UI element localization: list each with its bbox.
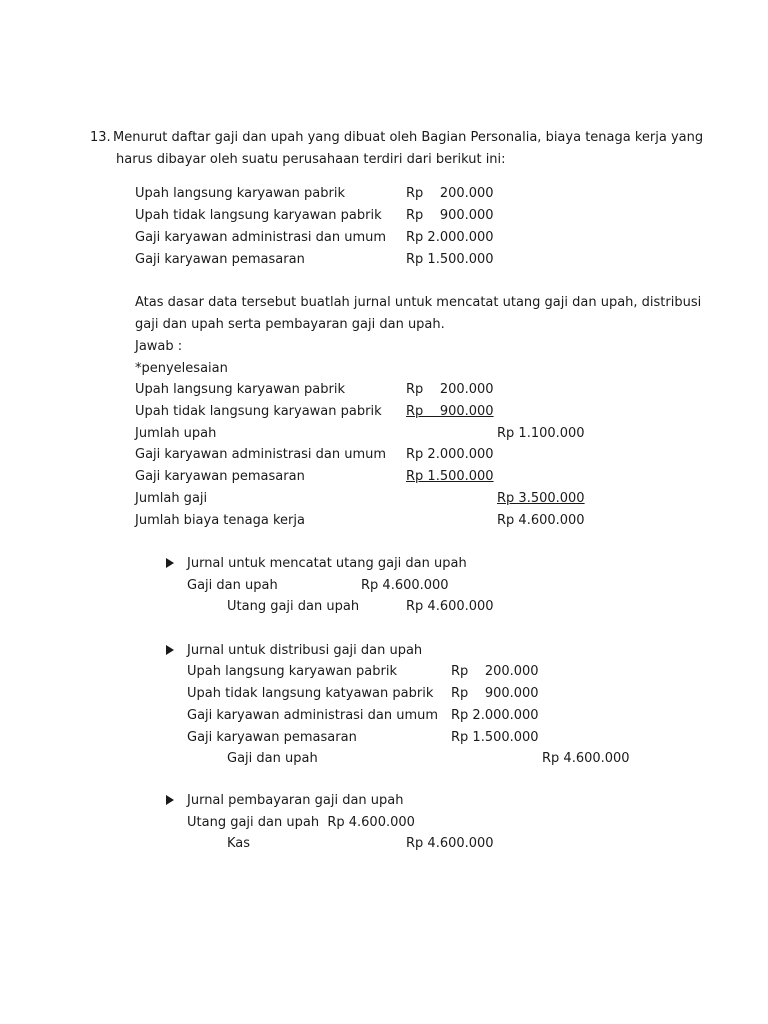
sol-jumlah-gaji-label: Jumlah gaji: [135, 491, 208, 506]
journal1-debit-amount: Rp 4.600.000: [361, 578, 449, 593]
journal2-row-amount-2: Rp 900.000: [451, 686, 539, 701]
jawab-label: Jawab :: [135, 339, 183, 354]
instruction-line1: Atas dasar data tersebut buatlah jurnal untuk mencatat utang gaji dan upah, distribusi: [135, 295, 702, 310]
given-amount-3: Rp 2.000.000: [406, 230, 494, 245]
journal2-row-label-1: Upah langsung karyawan pabrik: [187, 664, 398, 679]
journal3-title: Jurnal pembayaran gaji dan upah: [187, 793, 404, 808]
journal2-row-label-3: Gaji karyawan administrasi dan umum: [187, 708, 439, 723]
journal1-credit-label: Utang gaji dan upah: [227, 599, 360, 614]
sol-upah-tidak-langsung-label: Upah tidak langsung karyawan pabrik: [135, 404, 382, 419]
sol-jumlah-gaji-amount: Rp 3.500.000: [497, 491, 585, 506]
sol-jumlah-biaya-amount: Rp 4.600.000: [497, 513, 585, 528]
given-label-4: Gaji karyawan pemasaran: [135, 252, 305, 267]
journal3-credit-label: Kas: [227, 836, 251, 851]
sol-upah-tidak-langsung-amount: Rp 900.000: [406, 404, 494, 419]
sol-jumlah-biaya-label: Jumlah biaya tenaga kerja: [135, 513, 305, 528]
sol-gaji-pemasaran-amount: Rp 1.500.000: [406, 469, 494, 484]
journal2-row-label-2: Upah tidak langsung katyawan pabrik: [187, 686, 434, 701]
sol-gaji-admin-label: Gaji karyawan administrasi dan umum: [135, 447, 387, 462]
journal2-row-amount-1: Rp 200.000: [451, 664, 539, 679]
question-number: 13.: [90, 130, 111, 145]
journal1-credit-amount: Rp 4.600.000: [406, 599, 494, 614]
journal2-title: Jurnal untuk distribusi gaji dan upah: [187, 643, 423, 658]
journal2-row-amount-3: Rp 2.000.000: [451, 708, 539, 723]
journal1-title: Jurnal untuk mencatat utang gaji dan upah: [187, 556, 467, 571]
journal3-credit-amount: Rp 4.600.000: [406, 836, 494, 851]
sol-upah-langsung-label: Upah langsung karyawan pabrik: [135, 382, 346, 397]
given-amount-1: Rp 200.000: [406, 186, 494, 201]
sol-jumlah-upah-amount: Rp 1.100.000: [497, 426, 585, 441]
question-text-line1: Menurut daftar gaji dan upah yang dibuat oleh Bagian Personalia, biaya tenaga kerja yang: [113, 130, 704, 145]
journal3-debit-line: Utang gaji dan upah Rp 4.600.000: [187, 815, 415, 830]
question-text-line2: harus dibayar oleh suatu perusahaan terdiri dari berikut ini:: [116, 152, 506, 167]
sol-gaji-pemasaran-label: Gaji karyawan pemasaran: [135, 469, 305, 484]
given-amount-4: Rp 1.500.000: [406, 252, 494, 267]
penyelesaian-label: *penyelesaian: [135, 361, 228, 376]
arrow-bullet-icon: [166, 795, 174, 805]
journal2-row-label-4: Gaji karyawan pemasaran: [187, 730, 357, 745]
given-label-2: Upah tidak langsung karyawan pabrik: [135, 208, 382, 223]
journal2-credit-label: Gaji dan upah: [227, 751, 318, 766]
given-label-3: Gaji karyawan administrasi dan umum: [135, 230, 387, 245]
given-amount-2: Rp 900.000: [406, 208, 494, 223]
arrow-bullet-icon: [166, 645, 174, 655]
arrow-bullet-icon: [166, 558, 174, 568]
sol-jumlah-upah-label: Jumlah upah: [135, 426, 217, 441]
journal2-credit-amount: Rp 4.600.000: [542, 751, 630, 766]
instruction-line2: gaji dan upah serta pembayaran gaji dan upah.: [135, 317, 445, 332]
journal2-row-amount-4: Rp 1.500.000: [451, 730, 539, 745]
given-label-1: Upah langsung karyawan pabrik: [135, 186, 346, 201]
sol-gaji-admin-amount: Rp 2.000.000: [406, 447, 494, 462]
journal1-debit-label: Gaji dan upah: [187, 578, 278, 593]
sol-upah-langsung-amount: Rp 200.000: [406, 382, 494, 397]
